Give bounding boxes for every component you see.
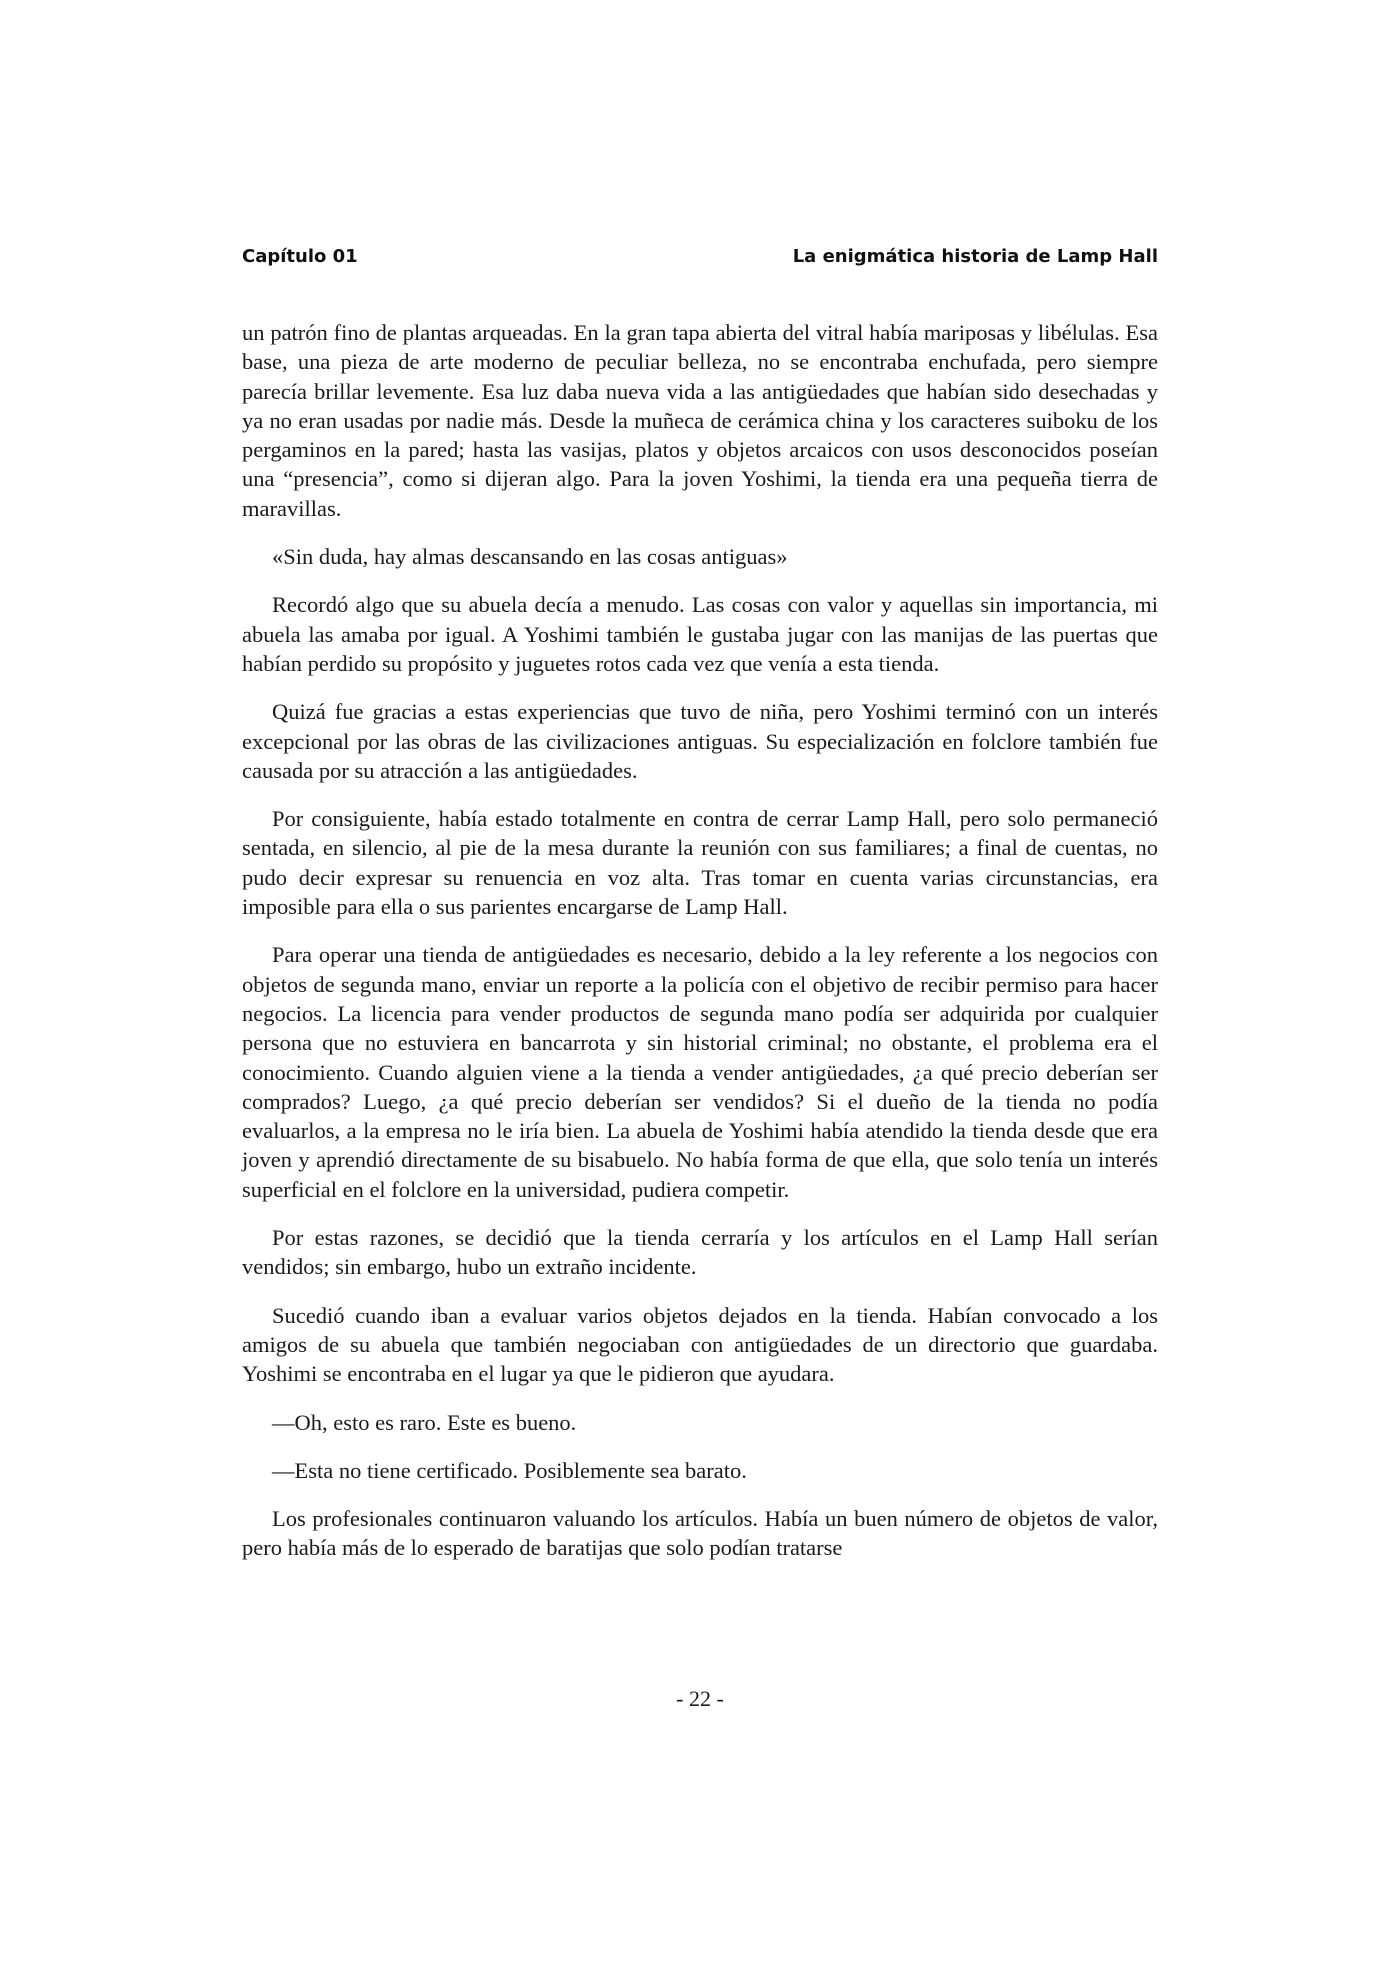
paragraph-8: Sucedió cuando iban a evaluar varios objetos dejados en la tienda. Habían convocado a los amigos de su abuela que también negociaban con antigüedades de un directorio que guardaba. Yoshimi se encontraba en el lugar ya que le pidieron que ayudara. <box>242 1302 1158 1387</box>
paragraph-7: Por estas razones, se decidió que la tienda cerraría y los artículos en el Lamp Hall serían vendidos; sin embargo, hubo un extraño incidente. <box>242 1225 1158 1280</box>
paragraph-5: Por consiguiente, había estado totalmente en contra de cerrar Lamp Hall, pero solo permaneció sentada, en silencio, al pie de la mesa durante la reunión con sus familiares; a final de cuentas, no pudo decir expresar su renuencia en voz alta. Tras tomar en cuenta varias circunstancias, era imposible para ella o sus parientes encargarse de Lamp Hall. <box>242 806 1158 920</box>
page-body <box>242 318 1158 1582</box>
paragraph-4: Quizá fue gracias a estas experiencias que tuvo de niña, pero Yoshimi terminó con un interés excepcional por las obras de las civilizaciones antiguas. Su especialización en folclore también fue causada por su atracción a las antigüedades. <box>242 699 1158 783</box>
paragraph-6: Para operar una tienda de antigüedades es necesario, debido a la ley referente a los negocios con objetos de segunda mano, enviar un reporte a la policía con el objetivo de recibir permiso para hacer negocios. La licencia para vender productos de segunda mano podía ser adquirida por cualquier persona que no estuviera en bancarrota y sin historial criminal; no obstante, el problema era el conocimiento. Cuando alguien viene a la tienda a vender antigüedades, ¿a qué precio deberían ser comprados? Luego, ¿a qué precio deberían ser vendidos? Si el dueño de la tienda no podía evaluarlos, a la empresa no le iría bien. La abuela de Yoshimi había atendido la tienda desde que era joven y aprendió directamente de su bisabuelo. No había forma de que ella, que solo tenía un interés superficial en el folclore en la universidad, pudiera competir. <box>242 942 1158 1202</box>
page-number: - 22 - <box>676 1686 724 1711</box>
paragraph-1: un patrón fino de plantas arqueadas. En la gran tapa abierta del vitral había mariposas y libélulas. Esa base, una pieza de arte moderno de peculiar belleza, no se encontraba enchufada, pero siempre parecía brillar levemente. Esa luz daba nueva vida a las antigüedades que habían sido desechadas y ya no eran usadas por nadie más. Desde la muñeca de cerámica china y los caracteres suiboku de los pergaminos en la pared; hasta las vasijas, platos y objetos arcaicos con usos desconocidos poseían una “presencia”, como si dijeran algo. Para la joven Yoshimi, la tienda era una pequeña tierra de maravillas. <box>242 320 1158 521</box>
paragraph-2: «Sin duda, hay almas descansando en las cosas antiguas» <box>272 544 788 570</box>
paragraph-11: Los profesionales continuaron valuando los artículos. Había un buen número de objetos de valor, pero había más de lo esperado de baratijas que solo podían tratarse <box>242 1506 1158 1561</box>
paragraph-9: —Oh, esto es raro. Este es bueno. <box>272 1409 577 1435</box>
paragraph-10: —Esta no tiene certificado. Posiblemente sea barato. <box>272 1457 747 1483</box>
running-header <box>242 246 1158 267</box>
paragraph-3: Recordó algo que su abuela decía a menudo. Las cosas con valor y aquellas sin importancia, mi abuela las amaba por igual. A Yoshimi también le gustaba jugar con las manijas de las puertas que habían perdido su propósito y juguetes rotos cada vez que venía a esta tienda. <box>242 592 1158 676</box>
chapter-label: Capítulo 01 <box>242 246 358 267</box>
book-title: La enigmática historia de Lamp Hall <box>792 246 1158 267</box>
